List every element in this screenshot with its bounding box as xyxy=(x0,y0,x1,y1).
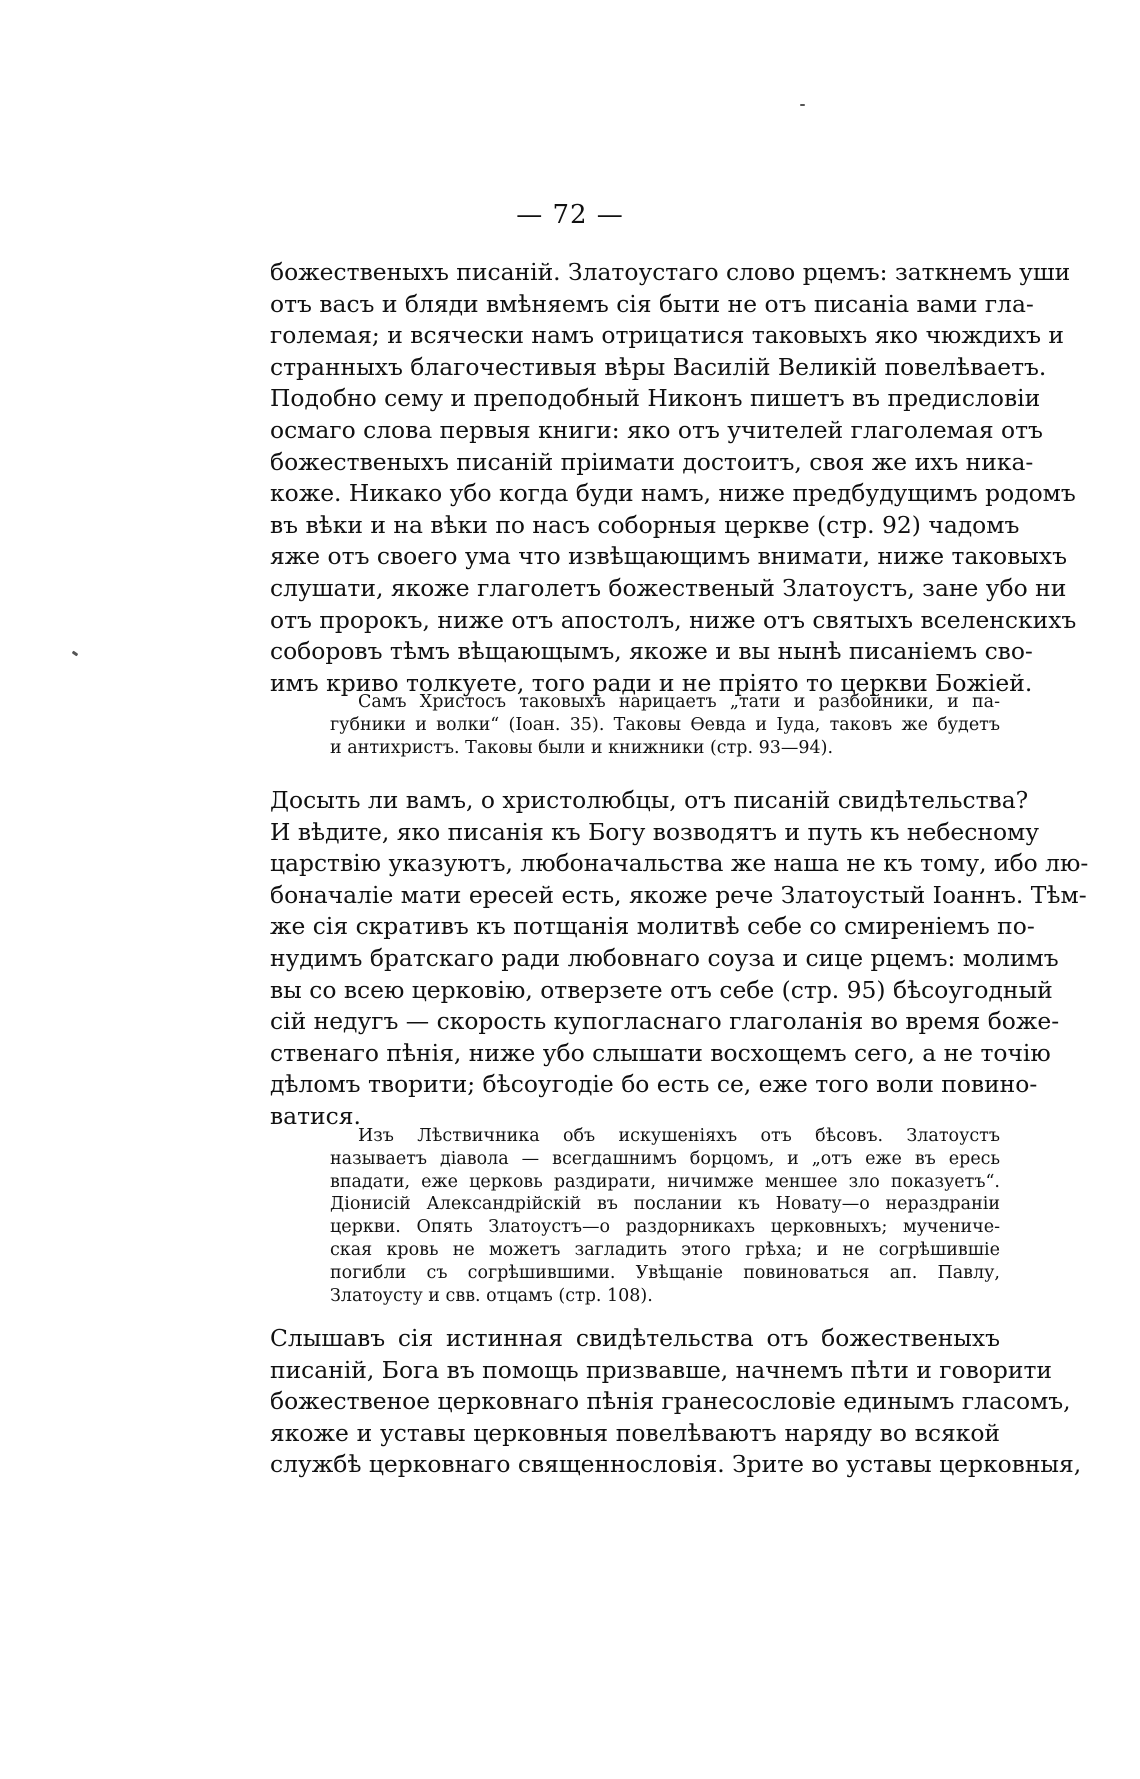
text-line: царствію указуютъ, любоначальства же наша не къ тому, ибо лю- xyxy=(270,849,1089,878)
text-line: ская кровь не можетъ загладить этого грѣха; и не согрѣшившіе xyxy=(330,1239,1000,1260)
text-line: боначаліе мати ересей есть, якоже рече Златоустый Іоаннъ. Тѣм- xyxy=(270,880,1087,909)
text-line: божественое церковнаго пѣнія гранесословіе единымъ гласомъ, xyxy=(270,1387,1071,1416)
text-line: и антихристъ. Таковы были и книжники (стр. 93—94). xyxy=(330,737,834,758)
text-line: нудимъ братскаго ради любовнаго соуза и сице рцемъ: молимъ xyxy=(270,943,1059,972)
footnote-summary-2 xyxy=(330,1125,1000,1307)
text-line: губники и волки“ (Іоан. 35). Таковы Ѳевда и Іуда, таковъ же будетъ xyxy=(330,714,1000,735)
main-paragraph-2 xyxy=(270,785,1089,1133)
text-line: яже отъ своего ума что извѣщающимъ внимати, ниже таковыхъ xyxy=(270,542,1067,571)
text-line: големая; и всячески намъ отрицатися таковыхъ яко чюждихъ и xyxy=(270,321,1065,350)
text-line: писаній, Бога въ помощь призвавше, начнемъ пѣти и говорити xyxy=(270,1355,1052,1384)
text-line: имъ криво толкуете, того ради и не пріято то церкви Божіей. xyxy=(270,668,1033,697)
scan-speck xyxy=(72,651,79,657)
text-line: Досыть ли вамъ, о христолюбцы, отъ писаній свидѣтельства? xyxy=(270,786,1029,814)
text-line: И вѣдите, яко писанія къ Богу возводятъ и путь къ небесному xyxy=(270,817,1039,846)
text-line: слушати, якоже глаголетъ божественый Златоустъ, зане убо ни xyxy=(270,573,1067,602)
footnote-summary-1 xyxy=(330,691,1000,759)
scan-speck xyxy=(800,104,805,106)
text-line: отъ пророкъ, ниже отъ апостолъ, ниже отъ святыхъ вселенскихъ xyxy=(270,605,1077,634)
text-line: Изъ Лѣствичника объ искушеніяхъ отъ бѣсовъ. Златоустъ xyxy=(358,1126,1000,1146)
main-paragraph-1 xyxy=(270,257,1077,699)
text-line: дѣломъ творити; бѣсоугодіе бо есть се, еже того воли повино- xyxy=(270,1070,1038,1099)
text-line: ственаго пѣнія, ниже убо слышати восхощемъ сего, а не точію xyxy=(270,1038,1051,1067)
text-line: погибли съ согрѣшившими. Увѣщаніе повиноваться ап. Павлу, xyxy=(330,1262,1000,1283)
text-line: якоже и уставы церковныя повелѣваютъ наряду во всякой xyxy=(270,1418,1000,1447)
text-line: Самъ Христосъ таковыхъ нарицаетъ „тати и разбойники, и па- xyxy=(358,692,1000,712)
text-line: сій недугъ — скорость купогласнаго глаголанія во время боже- xyxy=(270,1007,1060,1036)
text-line: соборовъ тѣмъ вѣщающымъ, якоже и вы нынѣ писаніемъ сво- xyxy=(270,637,1033,666)
text-line: Слышавъ сія истинная свидѣтельства отъ божественыхъ xyxy=(270,1324,1000,1352)
text-line: службѣ церковнаго священнословія. Зрите во уставы церковныя, xyxy=(270,1450,1082,1479)
main-paragraph-3 xyxy=(270,1323,1082,1481)
text-line: церкви. Опять Златоустъ—о раздорникахъ церковныхъ; мучениче- xyxy=(330,1217,1000,1238)
text-line: вы со всею церковію, отверзете отъ себе (стр. 95) бѣсоугодный xyxy=(270,975,1053,1004)
text-line: Златоусту и свв. отцамъ (стр. 108). xyxy=(330,1285,653,1306)
text-line: въ вѣки и на вѣки по насъ соборныя церкве (стр. 92) чадомъ xyxy=(270,510,1020,539)
text-line: впадати, еже церковь раздирати, ничимже меншее зло показуетъ“. xyxy=(330,1171,1000,1192)
text-line: осмаго слова первыя книги: яко отъ учителей глаголемая отъ xyxy=(270,415,1043,444)
text-line: же сія скративъ къ потщанія молитвѣ себе со смиреніемъ по- xyxy=(270,912,1035,941)
text-line: Подобно сему и преподобный Никонъ пишетъ въ предисловіи xyxy=(270,384,1041,413)
text-line: коже. Никако убо когда буди намъ, ниже предбудущимъ родомъ xyxy=(270,479,1076,508)
page-number: — 72 — xyxy=(516,200,624,230)
text-line: Діонисій Александрійскій въ послании къ Новату—о нераздраніи xyxy=(330,1194,1000,1215)
text-line: странныхъ благочестивыя вѣры Василій Великій повелѣваетъ. xyxy=(270,352,1047,381)
text-line: ватися. xyxy=(270,1101,361,1130)
text-line: отъ васъ и бляди вмѣняемъ сія быти не отъ писаніа вами гла- xyxy=(270,289,1034,318)
text-line: божественыхъ писаній. Златоустаго слово рцемъ: заткнемъ уши xyxy=(270,258,1071,286)
text-line: божественыхъ писаній пріимати достоитъ, своя же ихъ ника- xyxy=(270,447,1034,476)
text-line: называетъ діавола — всегдашнимъ борцомъ, и „отъ еже въ ересь xyxy=(330,1148,1000,1169)
